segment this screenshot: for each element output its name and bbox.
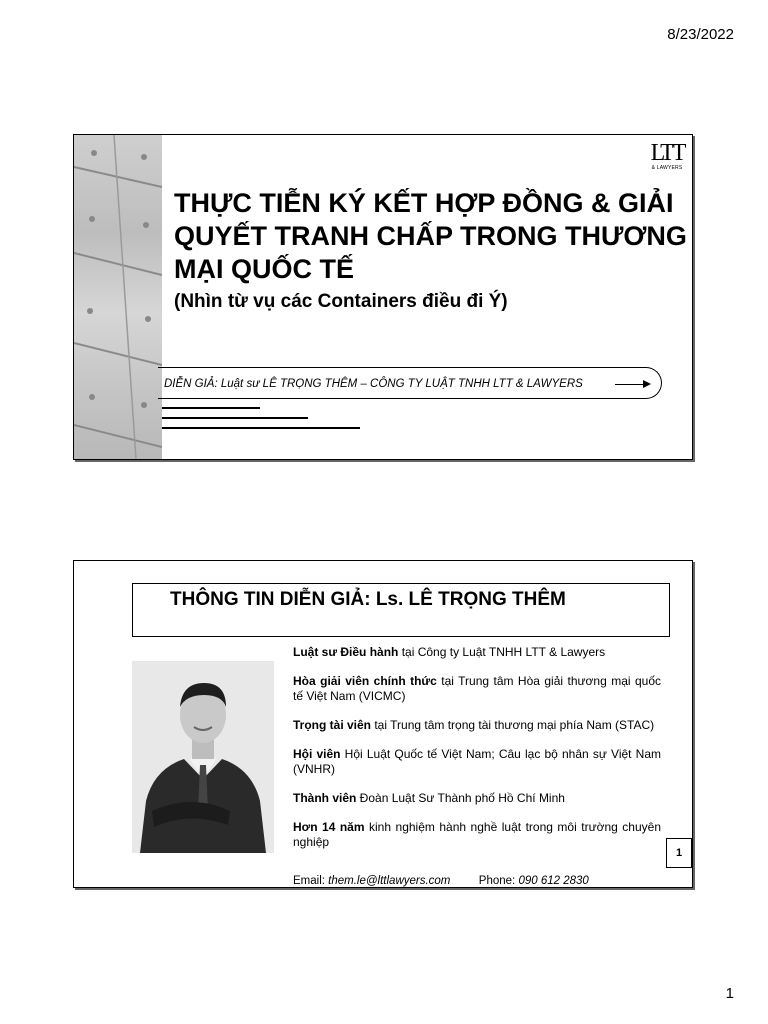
email-label: Email:	[293, 875, 325, 887]
speaker-line: DIỄN GIẢ: Luật sư LÊ TRỌNG THÊM – CÔNG TY LUẬT TNHH LTT & LAWYERS	[164, 378, 583, 390]
concrete-wall-image	[74, 135, 162, 459]
slide-number: 1	[666, 838, 692, 868]
decor-bar-3	[162, 427, 360, 429]
speaker-bio	[293, 645, 661, 864]
arrow-right-icon	[615, 384, 645, 385]
bio-item: Hòa giải viên chính thức tại Trung tâm Hòa giải thương mại quốc tế Việt Nam (VICMC)	[293, 674, 661, 703]
speaker-info-slide	[73, 560, 693, 888]
bio-item: Hội viên Hội Luật Quốc tế Việt Nam; Câu lạc bộ nhân sự Việt Nam (VNHR)	[293, 747, 662, 776]
arrow-head-icon	[643, 380, 651, 388]
speaker-photo	[132, 661, 274, 853]
phone-label: Phone:	[478, 875, 516, 887]
page-number: 1	[725, 985, 734, 1002]
decor-bar-2	[162, 417, 308, 419]
firm-logo	[650, 141, 684, 171]
contact-line	[293, 875, 589, 887]
bio-item: Hơn 14 năm kinh nghiệm hành nghề luật trong môi trường chuyên nghiệp	[293, 820, 662, 849]
slide-subtitle: (Nhìn từ vụ các Containers điều đi Ý)	[174, 291, 508, 312]
logo-mark: LTT	[650, 140, 684, 166]
logo-subtext: & LAWYERS	[651, 165, 683, 171]
email-link[interactable]: them.le@lttlawyers.com	[328, 875, 451, 887]
decor-bar-1	[162, 407, 260, 409]
bio-item: Trọng tài viên tại Trung tâm trọng tài thương mại phía Nam (STAC)	[293, 718, 655, 732]
slide-title: THỰC TIỄN KÝ KẾT HỢP ĐỒNG & GIẢI QUYẾT TRANH CHẤP TRONG THƯƠNG MẠI QUỐC TẾ	[174, 188, 687, 284]
bio-item: Luật sư Điều hành tại Công ty Luật TNHH LTT & Lawyers	[293, 645, 606, 659]
title-slide	[73, 134, 693, 460]
phone-number: 090 612 2830	[518, 875, 589, 887]
slide-header: THÔNG TIN DIỄN GIẢ: Ls. LÊ TRỌNG THÊM	[170, 589, 566, 610]
bio-item: Thành viên Đoàn Luật Sư Thành phố Hồ Chí Minh	[293, 791, 565, 805]
print-date: 8/23/2022	[667, 26, 734, 43]
